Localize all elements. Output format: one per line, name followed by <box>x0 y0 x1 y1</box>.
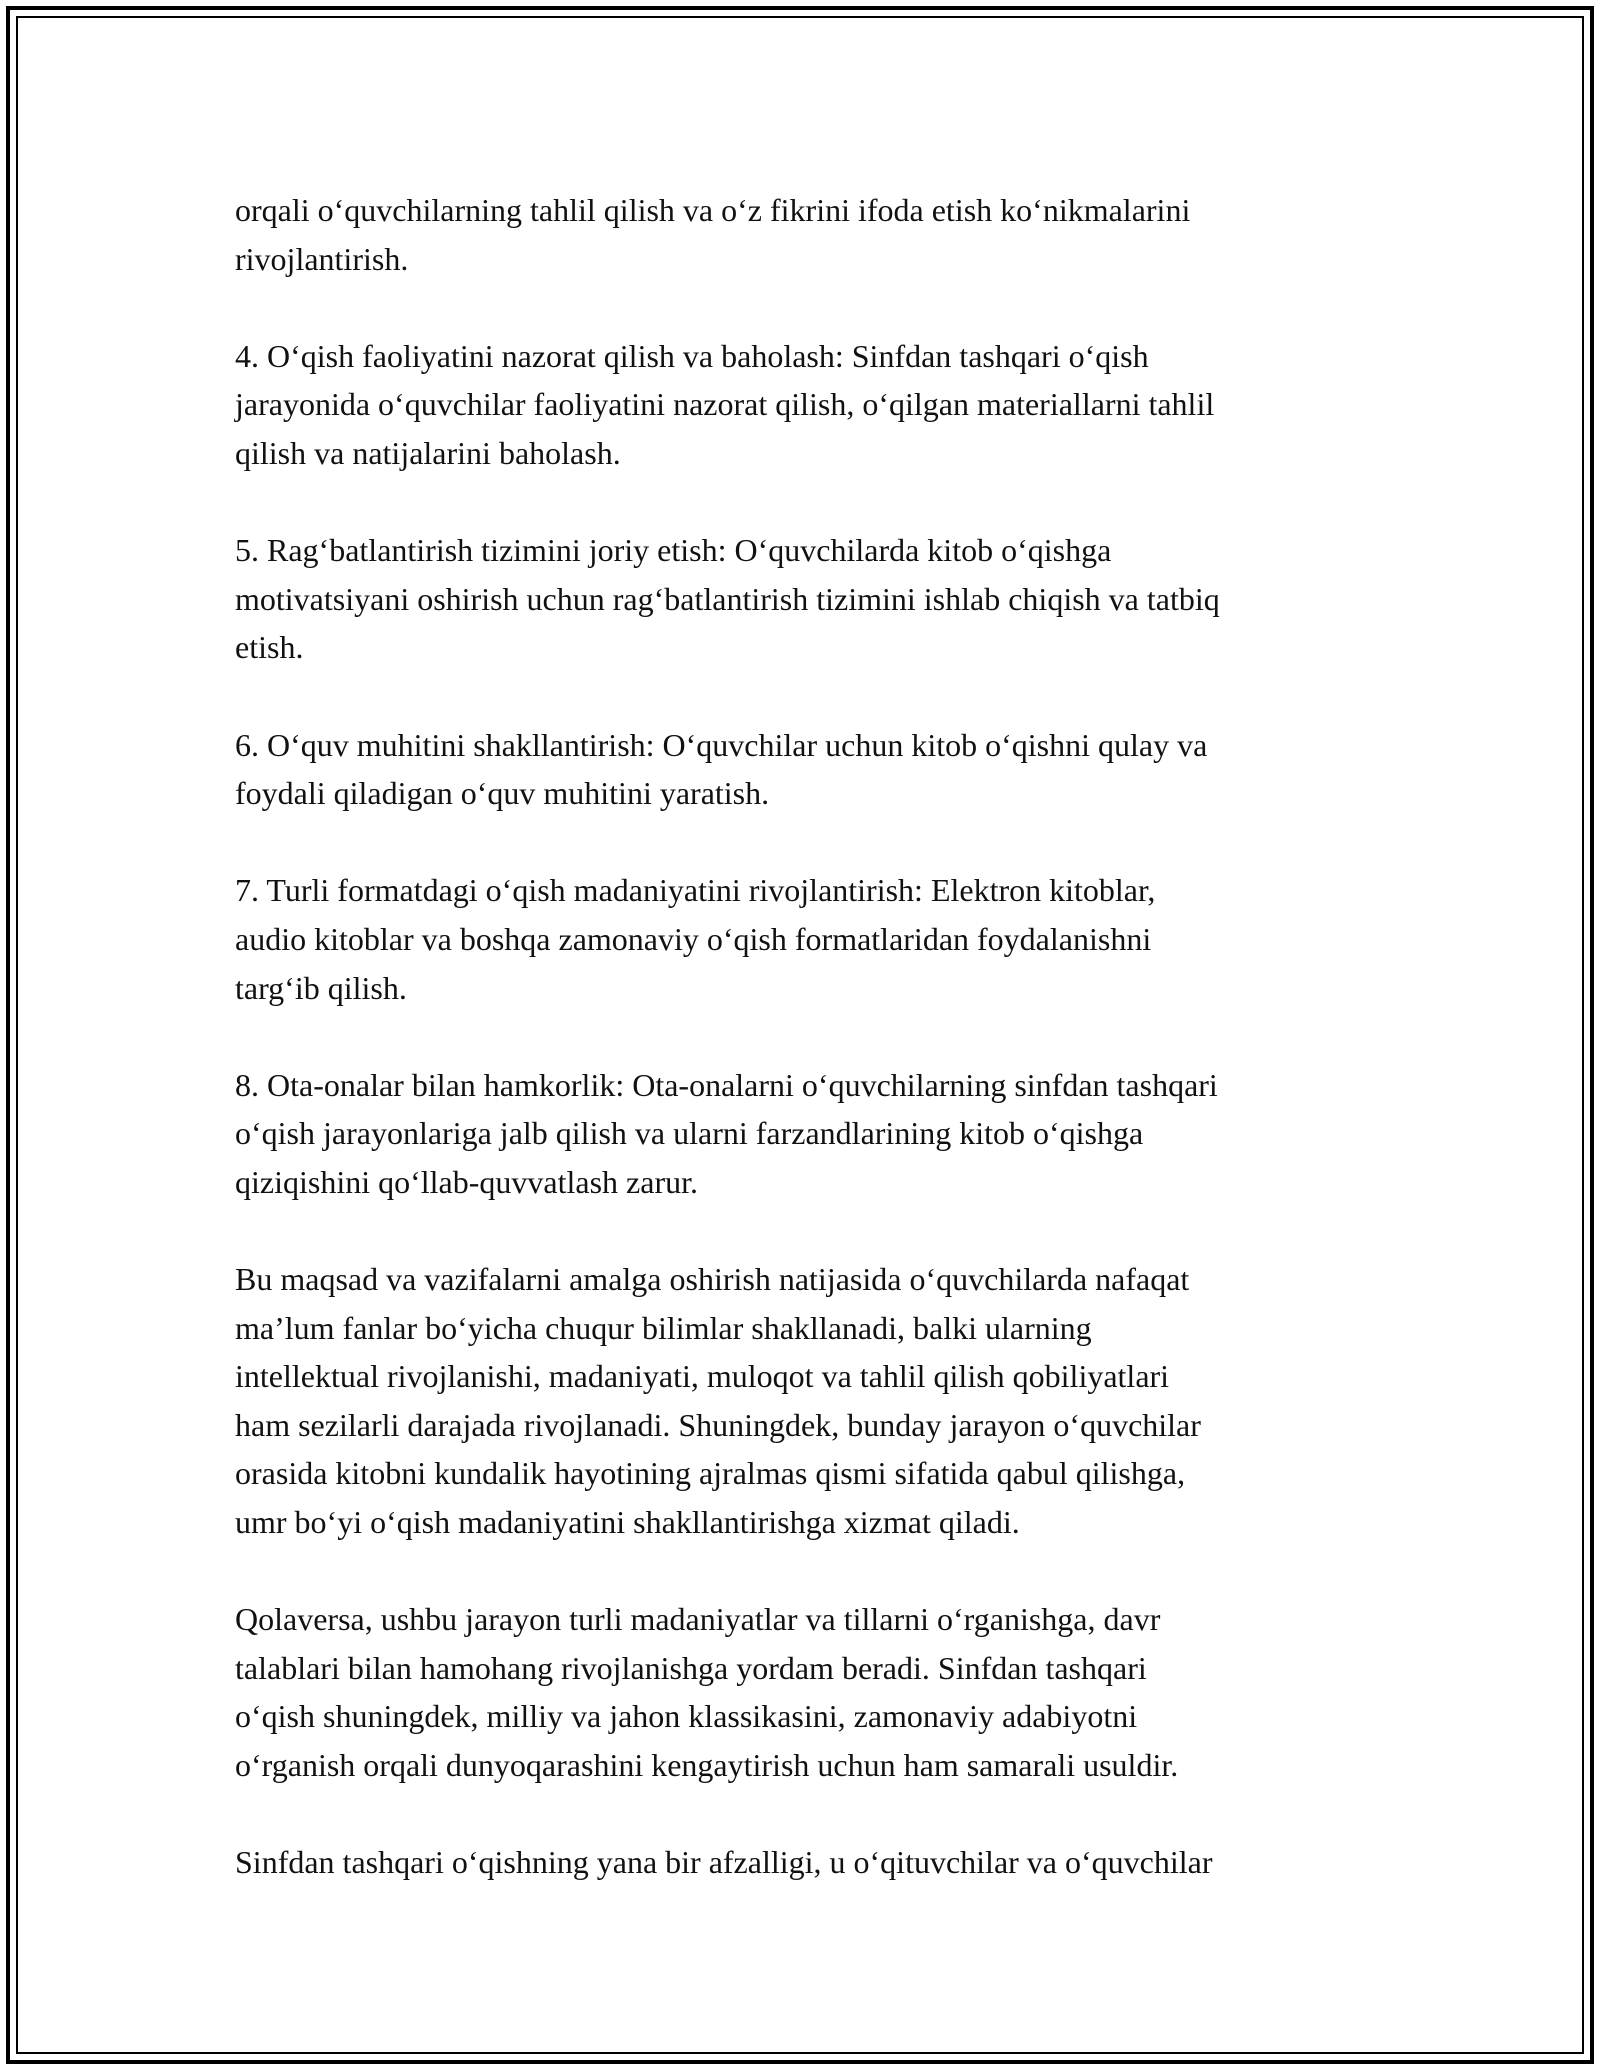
document-body <box>235 186 1370 1887</box>
text-line: qilish va natijalarini baholash. <box>235 434 621 471</box>
text-line: targ‘ib qilish. <box>235 969 407 1006</box>
text-line: motivatsiyani oshirish uchun rag‘batlantirish tizimini ishlab chiqish va tatbiq <box>235 580 1220 617</box>
text-line: 7. Turli formatdagi o‘qish madaniyatini rivojlantirish: Elektron kitoblar, <box>235 872 1156 909</box>
text-line: o‘rganish orqali dunyoqarashini kengaytirish uchun ham samarali usuldir. <box>235 1747 1179 1783</box>
text-line: 5. Rag‘batlantirish tizimini joriy etish: O‘quvchilarda kitob o‘qishga <box>235 532 1112 569</box>
text-line: 8. Ota-onalar bilan hamkorlik: Ota-onalarni o‘quvchilarning sinfdan tashqari <box>235 1066 1218 1103</box>
text-line: qiziqishini qo‘llab-quvvatlash zarur. <box>235 1163 698 1200</box>
text-line: intellektual rivojlanishi, madaniyati, muloqot va tahlil qilish qobiliyatlari <box>235 1358 1170 1395</box>
text-line: jarayonida o‘quvchilar faoliyatini nazorat qilish, o‘qilgan materiallarni tahlil <box>235 386 1215 423</box>
text-line: etish. <box>235 629 304 666</box>
text-line: rivojlantirish. <box>235 240 409 277</box>
text-line: umr bo‘yi o‘qish madaniyatini shakllantirishga xizmat qiladi. <box>235 1504 1020 1541</box>
paragraph-outcomes <box>235 1255 1370 1547</box>
text-line: talablari bilan hamohang rivojlanishga yordam beradi. Sinfdan tashqari <box>235 1649 1147 1686</box>
text-line: audio kitoblar va boshqa zamonaviy o‘qish formatlaridan foydalanishni <box>235 920 1152 957</box>
paragraph-item-5 <box>235 526 1370 672</box>
paragraph-continuation <box>235 186 1370 283</box>
text-line: 6. O‘quv muhitini shakllantirish: O‘quvchilar uchun kitob o‘qishni qulay va <box>235 726 1208 763</box>
paragraph-item-8 <box>235 1061 1370 1207</box>
text-line: orqali o‘quvchilarning tahlil qilish va o‘z fikrini ifoda etish ko‘nikmalarini <box>235 192 1191 228</box>
text-line: Bu maqsad va vazifalarni amalga oshirish natijasida o‘quvchilarda nafaqat <box>235 1261 1190 1298</box>
text-line: o‘qish shuningdek, milliy va jahon klassikasini, zamonaviy adabiyotni <box>235 1698 1138 1735</box>
text-line: ham sezilarli darajada rivojlanadi. Shuningdek, bunday jarayon o‘quvchilar <box>235 1406 1201 1443</box>
paragraph-advantage <box>235 1838 1370 1887</box>
text-line: Qolaversa, ushbu jarayon turli madaniyatlar va tillarni o‘rganishga, davr <box>235 1601 1161 1638</box>
text-line: foydali qiladigan o‘quv muhitini yaratish. <box>235 775 770 812</box>
paragraph-item-6 <box>235 721 1370 818</box>
text-line: o‘qish jarayonlariga jalb qilish va ularni farzandlarining kitob o‘qishga <box>235 1115 1144 1152</box>
text-line: orasida kitobni kundalik hayotining ajralmas qismi sifatida qabul qilishga, <box>235 1455 1186 1492</box>
paragraph-moreover <box>235 1595 1370 1789</box>
paragraph-item-4 <box>235 332 1370 478</box>
paragraph-item-7 <box>235 866 1370 1012</box>
text-line: 4. O‘qish faoliyatini nazorat qilish va baholash: Sinfdan tashqari o‘qish <box>235 337 1149 374</box>
text-line: Sinfdan tashqari o‘qishning yana bir afzalligi, u o‘qituvchilar va o‘quvchilar <box>235 1844 1213 1881</box>
text-line: ma’lum fanlar bo‘yicha chuqur bilimlar shakllanadi, balki ularning <box>235 1309 1092 1346</box>
